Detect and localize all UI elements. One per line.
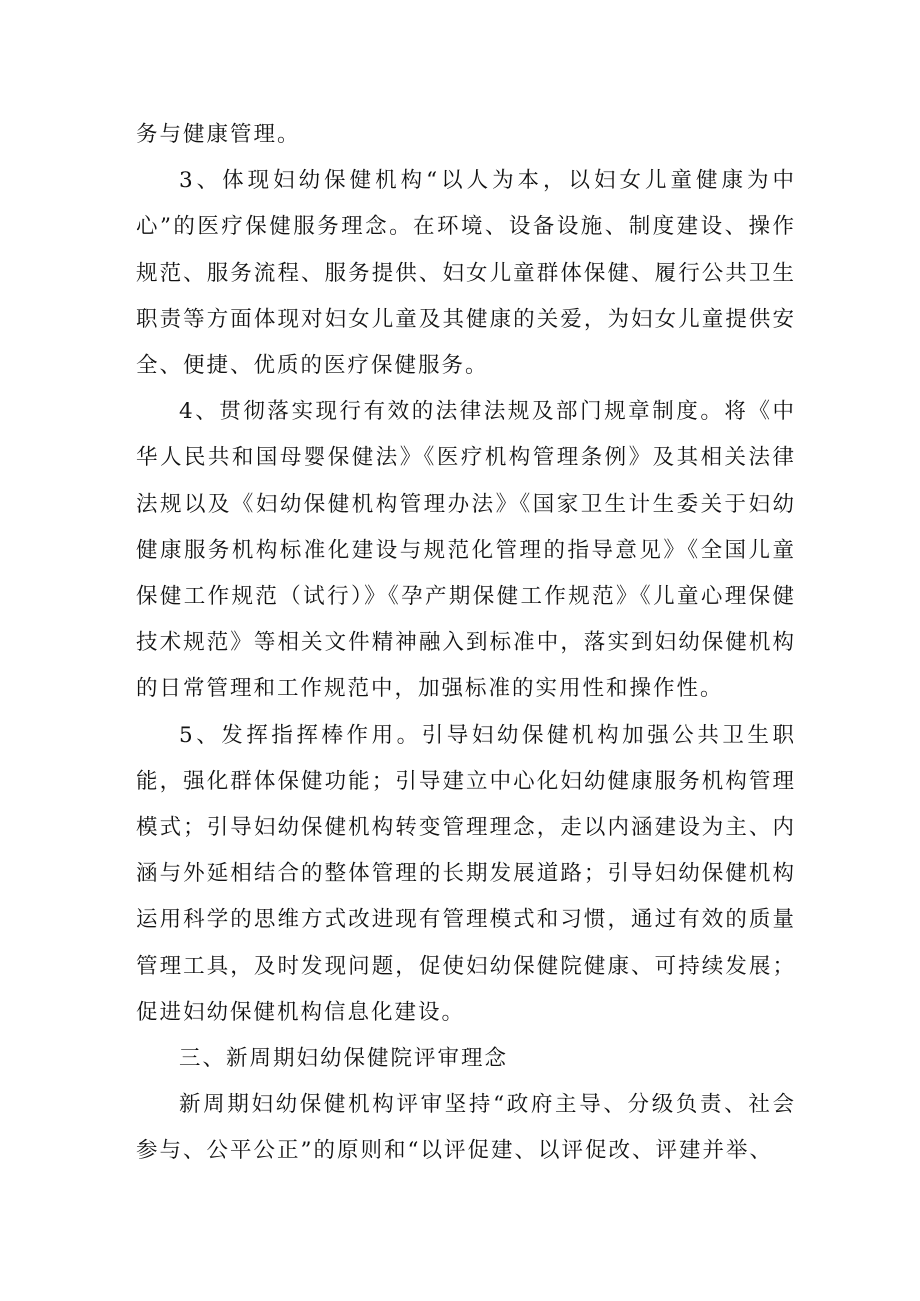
paragraph-section-3-intro: 新周期妇幼保健机构评审坚持“政府主导、分级负责、社会参与、公平公正”的原则和“以评促建、以评促改、评建并举、 (136, 1092, 796, 1164)
paragraph-item-5: 5、发挥指挥棒作用。引导妇幼保健机构加强公共卫生职能，强化群体保健功能；引导建立中心化妇幼健康服务机构管理模式；引导妇幼保健机构转变管理理念，走以内涵建设为主、内涵与外延相结合的整体管理的长期发展道路；引导妇幼保健机构运用科学的思维方式改进现有管理模式和习惯，通过有效的质量管理工具，及时发现问题，促使妇幼保健院健康、可持续发展；促进妇幼保健机构信息化建设。 (136, 722, 796, 1025)
paragraph-item-4: 4、贯彻落实现行有效的法律法规及部门规章制度。将《中华人民共和国母婴保健法》《医疗机构管理条例》及其相关法律法规以及《妇幼保健机构管理办法》《国家卫生计生委关于妇幼健康服务机构标准化建设与规范化管理的指导意见》《全国儿童保健工作规范（试行）》《孕产期保健工作规范》《儿童心理保健技术规范》等相关文件精神融入到标准中，落实到妇幼保健机构的日常管理和工作规范中，加强标准的实用性和操作性。 (136, 399, 796, 702)
document-body (136, 112, 796, 1175)
section-heading: 三、新周期妇幼保健院评审理念 (179, 1046, 509, 1072)
paragraph-continuation: 务与健康管理。 (136, 122, 301, 147)
paragraph-item-3: 3、体现妇幼保健机构“以人为本，以妇女儿童健康为中心”的医疗保健服务理念。在环境、设备设施、制度建设、操作规范、服务流程、服务提供、妇女儿童群体保健、履行公共卫生职责等方面体现对妇女儿童及其健康的关爱，为妇女儿童提供安全、便捷、优质的医疗保健服务。 (136, 168, 796, 379)
